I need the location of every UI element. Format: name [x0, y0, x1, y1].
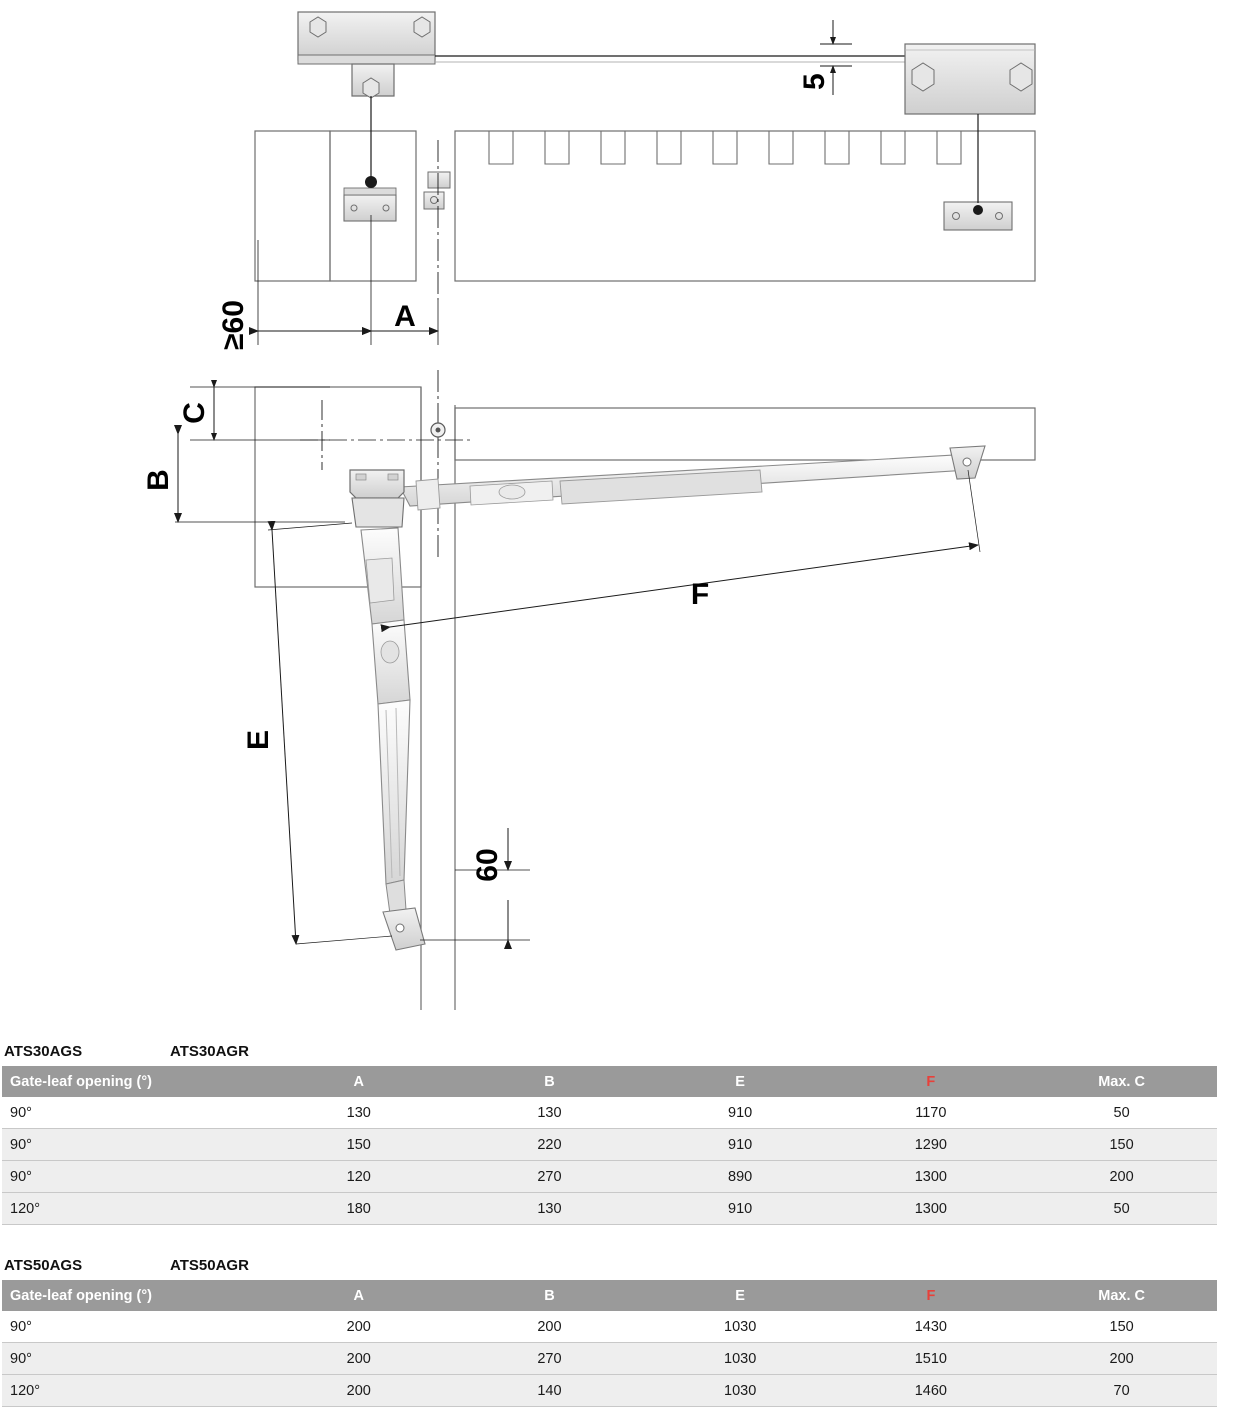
- model-right-1: ATS30AGR: [170, 1043, 249, 1060]
- table-header-row: [2, 1280, 1217, 1311]
- cell-b: 200: [454, 1311, 645, 1343]
- cell-f: 1300: [835, 1193, 1026, 1225]
- arm-assembly: [400, 446, 985, 510]
- cell-a: 200: [263, 1375, 454, 1407]
- cell-a: 130: [263, 1097, 454, 1129]
- dimension-60: [420, 828, 530, 940]
- svg-text:F: F: [690, 578, 710, 611]
- cell-e: 910: [645, 1097, 836, 1129]
- cell-maxc: 150: [1026, 1311, 1217, 1343]
- dimension-c-b: [142, 387, 345, 522]
- cell-b: 270: [454, 1343, 645, 1375]
- header-b: B: [454, 1280, 645, 1311]
- cell-opening: 120°: [2, 1193, 263, 1225]
- header-maxc: Max. C: [1026, 1280, 1217, 1311]
- header-a: A: [263, 1066, 454, 1097]
- cell-opening: 90°: [2, 1129, 263, 1161]
- cell-f: 1460: [836, 1375, 1027, 1407]
- table-header-row: [2, 1066, 1217, 1097]
- header-f: F: [835, 1066, 1026, 1097]
- header-e: E: [645, 1066, 836, 1097]
- cell-a: 200: [263, 1343, 454, 1375]
- dimension-min60-a: [217, 215, 438, 350]
- table-row: [2, 1161, 1217, 1193]
- cell-b: 140: [454, 1375, 645, 1407]
- svg-text:E: E: [242, 729, 275, 751]
- cell-b: 130: [454, 1097, 645, 1129]
- cell-maxc: 50: [1026, 1097, 1217, 1129]
- svg-text:60: 60: [471, 848, 504, 882]
- spec-table-1: [2, 1066, 1217, 1225]
- svg-text:B: B: [142, 469, 175, 491]
- header-a: A: [263, 1280, 454, 1311]
- cell-maxc: 200: [1026, 1161, 1217, 1193]
- cell-f: 1290: [835, 1129, 1026, 1161]
- cell-f: 1510: [836, 1343, 1027, 1375]
- top-rail-group: [298, 12, 1035, 114]
- cell-e: 1030: [645, 1311, 836, 1343]
- table-row: [2, 1343, 1217, 1375]
- cell-opening: 120°: [2, 1375, 263, 1407]
- cell-b: 130: [454, 1193, 645, 1225]
- table-row: [2, 1193, 1217, 1225]
- svg-text:≥60: ≥60: [217, 300, 250, 350]
- table-row: [2, 1311, 1217, 1343]
- cell-a: 150: [263, 1129, 454, 1161]
- table-row: [2, 1129, 1217, 1161]
- header-maxc: Max. C: [1026, 1066, 1217, 1097]
- svg-text:5: 5: [798, 73, 831, 90]
- cell-e: 1030: [645, 1375, 836, 1407]
- header-f: F: [836, 1280, 1027, 1311]
- vertical-arm: [361, 528, 425, 950]
- door-closer-body: [350, 470, 404, 527]
- model-left-2: ATS50AGS: [4, 1257, 83, 1274]
- cell-a: 180: [263, 1193, 454, 1225]
- cell-b: 220: [454, 1129, 645, 1161]
- dimension-5: [798, 20, 852, 95]
- cell-f: 1430: [836, 1311, 1027, 1343]
- cell-opening: 90°: [2, 1343, 263, 1375]
- cell-maxc: 200: [1026, 1343, 1217, 1375]
- cell-a: 120: [263, 1161, 454, 1193]
- cell-e: 910: [645, 1193, 836, 1225]
- svg-text:A: A: [394, 300, 416, 333]
- spec-table-1-block: [0, 1043, 1234, 1225]
- model-row-2: [0, 1257, 1234, 1280]
- cell-b: 270: [454, 1161, 645, 1193]
- svg-text:C: C: [178, 402, 211, 424]
- plan-view-group: [255, 96, 1035, 300]
- cell-e: 910: [645, 1129, 836, 1161]
- header-opening: Gate-leaf opening (°): [2, 1066, 263, 1097]
- spec-table-2: [2, 1280, 1217, 1407]
- model-right-2: ATS50AGR: [170, 1257, 249, 1274]
- cell-f: 1300: [835, 1161, 1026, 1193]
- cell-opening: 90°: [2, 1161, 263, 1193]
- table-row: [2, 1375, 1217, 1407]
- table-row: [2, 1097, 1217, 1129]
- header-b: B: [454, 1066, 645, 1097]
- header-e: E: [645, 1280, 836, 1311]
- cell-opening: 90°: [2, 1311, 263, 1343]
- cell-f: 1170: [835, 1097, 1026, 1129]
- cell-maxc: 50: [1026, 1193, 1217, 1225]
- cell-a: 200: [263, 1311, 454, 1343]
- cell-opening: 90°: [2, 1097, 263, 1129]
- cell-maxc: 150: [1026, 1129, 1217, 1161]
- model-left-1: ATS30AGS: [4, 1043, 83, 1060]
- model-row-1: [0, 1043, 1234, 1066]
- elevation-group: [255, 370, 1035, 1010]
- cell-e: 1030: [645, 1343, 836, 1375]
- cell-maxc: 70: [1026, 1375, 1217, 1407]
- cell-e: 890: [645, 1161, 836, 1193]
- header-opening: Gate-leaf opening (°): [2, 1280, 263, 1311]
- spec-table-2-block: [0, 1257, 1234, 1407]
